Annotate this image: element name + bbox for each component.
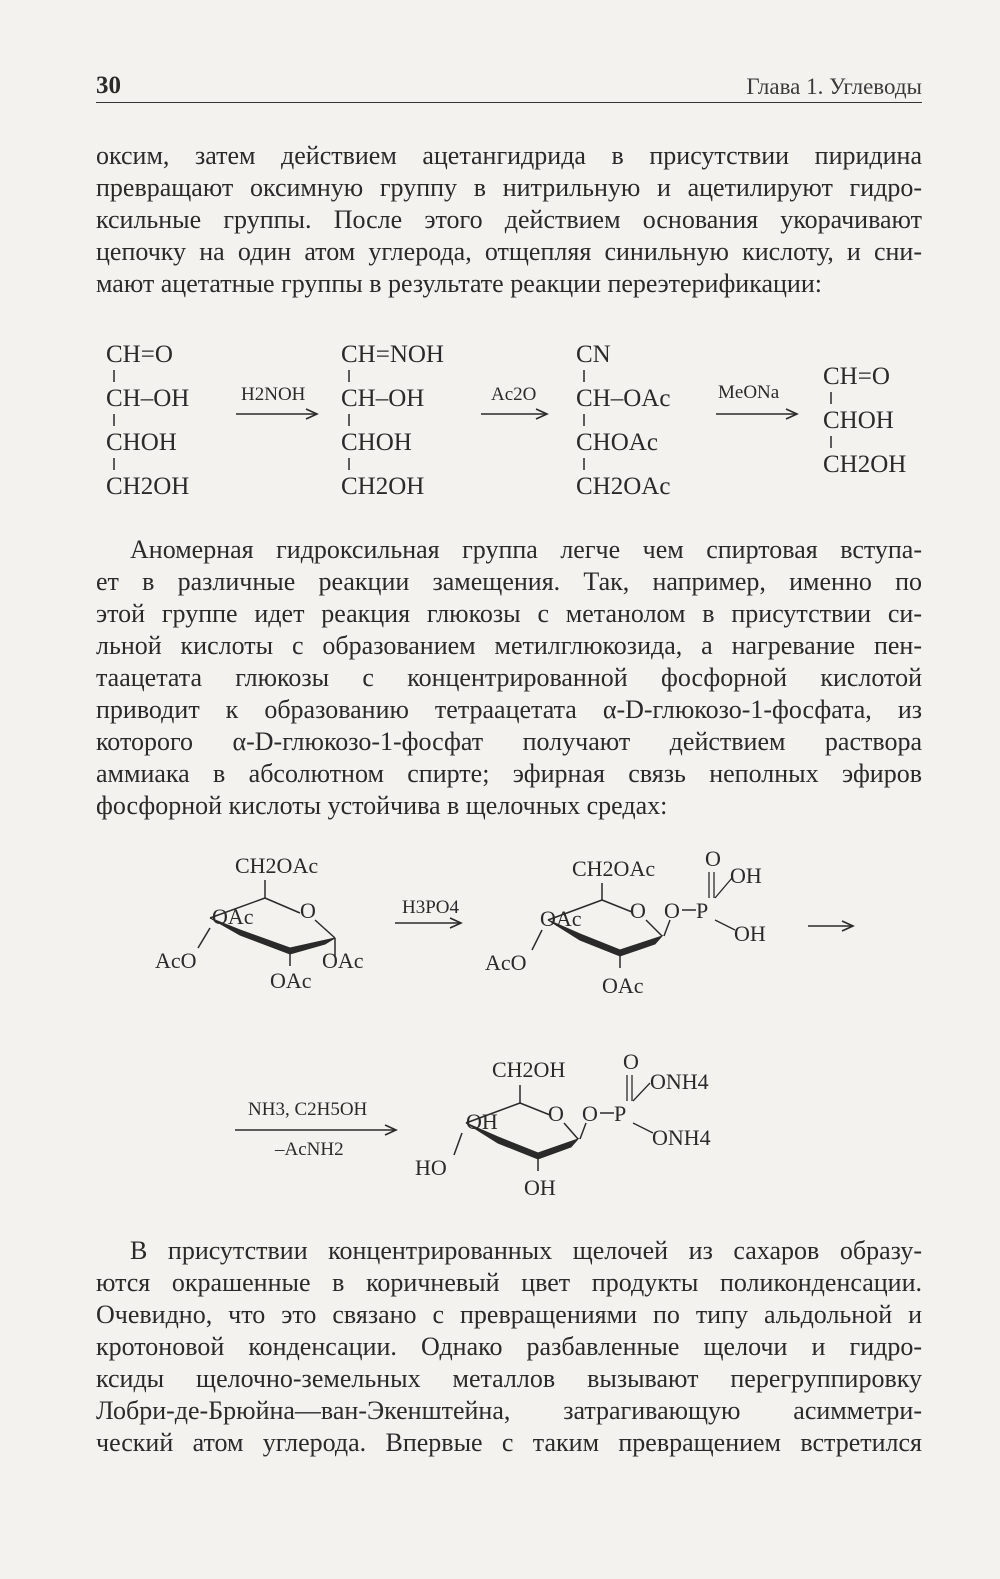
text-line: льной кислоты с образованием метилглюкозида, а нагревание пен-	[96, 631, 922, 660]
text-line: ются окрашенные в коричневый цвет продукты поликонденсации.	[96, 1268, 922, 1297]
phosphorus-atom: P	[614, 1101, 627, 1126]
glucose-pentaacetate	[155, 853, 364, 993]
paragraph-2	[96, 534, 922, 822]
compound-glyceraldehyde	[106, 341, 189, 500]
chain-atom: CN	[576, 341, 611, 368]
chain-atom: CHOH	[341, 429, 412, 456]
text-line: мают ацетатные группы в результате реакции переэтерификации:	[96, 269, 822, 298]
text-line: ксиды щелочно-земельных металлов вызывают перегруппировку	[96, 1364, 922, 1393]
ring-oxygen: O	[548, 1101, 564, 1126]
group-label: ONH4	[650, 1069, 709, 1094]
text-line: которого α-D-глюкозо-1-фосфат получают действием раствора	[96, 727, 922, 756]
chain-atom: CH=O	[106, 341, 173, 368]
chain-atom: CH2OAc	[576, 473, 671, 500]
phosphoryl-oxygen: O	[705, 846, 721, 871]
text-line: Очевидно, что это связано с превращениями по типу альдольной и	[96, 1300, 922, 1329]
glucose-1-phosphate-ammonium	[415, 1049, 711, 1200]
chain-atom: CH–OH	[341, 385, 425, 412]
text-line: Лобри-де-Брюйна—ван-Экенштейна, затрагивающую асимметри-	[96, 1396, 922, 1425]
group-label: CH2OH	[492, 1057, 566, 1082]
text-line: аммиака в абсолютном спирте; эфирная связь неполных эфиров	[96, 759, 922, 788]
compound-oxime	[341, 341, 444, 500]
text-line: фосфорной кислоты устойчива в щелочных средах:	[96, 791, 668, 820]
paragraph-3	[96, 1235, 922, 1459]
compound-product	[823, 363, 906, 478]
chapter-title: Глава 1. Углеводы	[746, 74, 922, 99]
chain-atom: CH2OH	[106, 473, 190, 500]
group-label: OH	[466, 1109, 498, 1134]
reaction-scheme-2-row-1	[140, 838, 880, 1008]
text-line: таацетата глюкозы с концентрированной фосфорной кислотой	[96, 663, 922, 692]
chain-atom: CH–OH	[106, 385, 190, 412]
group-label: OH	[524, 1175, 556, 1200]
group-label: AcO	[485, 950, 527, 975]
chain-atom: CHOAc	[576, 429, 658, 456]
chain-atom: CH–OAc	[576, 385, 671, 412]
group-label: AcO	[155, 948, 197, 973]
group-label: OH	[730, 863, 762, 888]
text-line: В присутствии концентрированных щелочей из сахаров образу-	[130, 1236, 922, 1265]
link-oxygen: O	[582, 1101, 598, 1126]
group-label: CH2OAc	[572, 856, 656, 881]
text-line: кротоновой конденсации. Однако разбавленные щелочи и гидро-	[96, 1332, 922, 1361]
chain-atom: CH2OH	[823, 451, 907, 478]
reagent-label: MeONa	[718, 382, 780, 403]
page-number: 30	[96, 72, 121, 99]
reagent-label: Ac2O	[491, 384, 537, 405]
text-line: оксим, затем действием ацетангидрида в присутствии пиридина	[96, 141, 922, 170]
reagent-label: H2NOH	[241, 384, 306, 405]
text-line: превращают оксимную группу в нитрильную и ацетилируют гидро-	[96, 173, 922, 202]
text-line: приводит к образованию тетраацетата α-D-глюкозо-1-фосфата, из	[96, 695, 922, 724]
ring-oxygen: O	[630, 898, 646, 923]
page-header	[96, 70, 922, 103]
chain-atom: CH=NOH	[341, 341, 444, 368]
group-label: OH	[734, 921, 766, 946]
chain-atom: CHOH	[823, 407, 894, 434]
group-label: OAc	[322, 948, 364, 973]
chain-atom: CH2OH	[341, 473, 425, 500]
chain-atom: CH=O	[823, 363, 890, 390]
reaction-scheme-1	[96, 332, 926, 507]
group-label: OAc	[212, 904, 254, 929]
compound-nitrile	[576, 341, 670, 500]
group-label: ONH4	[652, 1125, 711, 1150]
chain-atom: CHOH	[106, 429, 177, 456]
paragraph-1	[96, 140, 922, 300]
text-line: ческий атом углерода. Впервые с таким превращением встретился	[96, 1428, 922, 1457]
text-line: цепочку на один атом углерода, отщепляя синильную кислоту, и сни-	[96, 237, 922, 266]
group-label: HO	[415, 1155, 447, 1180]
link-oxygen: O	[664, 898, 680, 923]
phosphoryl-oxygen: O	[623, 1049, 639, 1074]
reagent-label: H3PO4	[402, 897, 460, 918]
ring-oxygen: O	[300, 898, 316, 923]
reagent-label: –AcNH2	[275, 1139, 344, 1160]
text-line: ксильные группы. После этого действием основания укорачивают	[96, 205, 922, 234]
reagent-label: NH3, C2H5OH	[248, 1099, 368, 1120]
text-line: ет в различные реакции замещения. Так, например, именно по	[96, 567, 922, 596]
group-label: OAc	[602, 973, 644, 998]
text-line: этой группе идет реакция глюкозы с метанолом в присутствии си-	[96, 599, 922, 628]
group-label: OAc	[270, 968, 312, 993]
text-line: Аномерная гидроксильная группа легче чем спиртовая вступа-	[130, 535, 922, 564]
tetraacetate-phosphate	[485, 846, 766, 998]
group-label: CH2OAc	[235, 853, 319, 878]
phosphorus-atom: P	[696, 898, 709, 923]
reaction-scheme-2-row-2	[230, 1045, 750, 1205]
group-label: OAc	[540, 906, 582, 931]
